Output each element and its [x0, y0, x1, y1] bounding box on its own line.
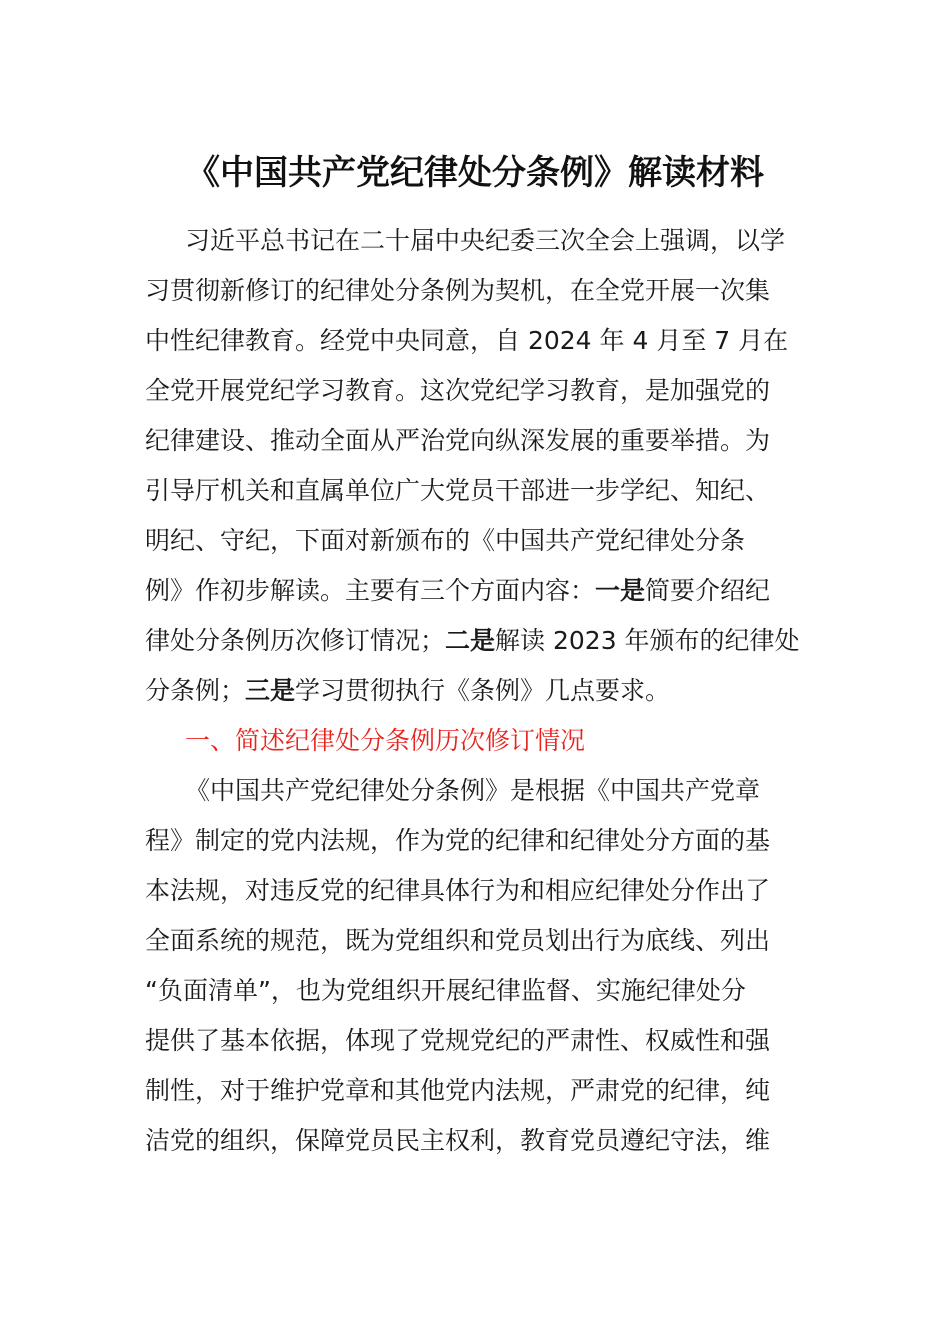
paragraph-2-line-3: 本法规，对违反党的纪律具体行为和相应纪律处分作出了: [145, 876, 771, 905]
paragraph-1-line-5: 纪律建设、推动全面从严治党向纵深发展的重要举措。为: [145, 426, 771, 455]
paragraph-1-line-8-text-c: 简要介绍纪: [645, 576, 771, 605]
paragraph-1-line-10-text-a: 分条例；: [145, 676, 246, 705]
paragraph-1-line-9: [145, 616, 845, 666]
section-1-heading: 一、简述纪律处分条例历次修订情况: [185, 726, 586, 755]
paragraph-1-line-7: 明纪、守纪，下面对新颁布的《中国共产党纪律处分条: [145, 526, 746, 555]
paragraph-1-line-1: 习近平总书记在二十届中央纪委三次全会上强调，以学: [185, 226, 786, 255]
paragraph-1-line-9-text-a: 律处分条例历次修订情况；: [145, 626, 446, 655]
paragraph-1-line-10: [145, 666, 845, 716]
paragraph-1-line-3: 中性纪律教育。经党中央同意，自 2024 年 4 月至 7 月在: [145, 326, 789, 355]
document-title: 《中国共产党纪律处分条例》解读材料: [186, 153, 764, 193]
paragraph-2-line-8: 洁党的组织，保障党员民主权利，教育党员遵纪守法，维: [145, 1126, 771, 1155]
paragraph-1-line-9-text-c: 解读 2023 年颁布的纪律处: [495, 626, 800, 655]
paragraph-1-line-4: 全党开展党纪学习教育。这次党纪学习教育，是加强党的: [145, 376, 771, 405]
paragraph-1-line-6: 引导厅机关和直属单位广大党员干部进一步学纪、知纪、: [145, 476, 771, 505]
point-two-label: 二是: [445, 626, 496, 655]
paragraph-2-line-1: 《中国共产党纪律处分条例》是根据《中国共产党章: [185, 776, 761, 805]
paragraph-1-line-8: [145, 566, 845, 616]
paragraph-2-line-6: 提供了基本依据，体现了党规党纪的严肃性、权威性和强: [145, 1026, 771, 1055]
paragraph-1-line-8-text-a: 例》作初步解读。主要有三个方面内容：: [145, 576, 596, 605]
paragraph-1-line-10-text-c: 学习贯彻执行《条例》几点要求。: [295, 676, 671, 705]
point-three-label: 三是: [245, 676, 296, 705]
paragraph-2-line-5: “负面清单”，也为党组织开展纪律监督、实施纪律处分: [145, 976, 746, 1005]
paragraph-2-line-7: 制性，对于维护党章和其他党内法规，严肃党的纪律，纯: [145, 1076, 771, 1105]
paragraph-1-line-2: 习贯彻新修订的纪律处分条例为契机，在全党开展一次集: [145, 276, 771, 305]
point-one-label: 一是: [595, 576, 646, 605]
paragraph-2-line-4: 全面系统的规范，既为党组织和党员划出行为底线、列出: [145, 926, 771, 955]
paragraph-2-line-2: 程》制定的党内法规，作为党的纪律和纪律处分方面的基: [145, 826, 771, 855]
